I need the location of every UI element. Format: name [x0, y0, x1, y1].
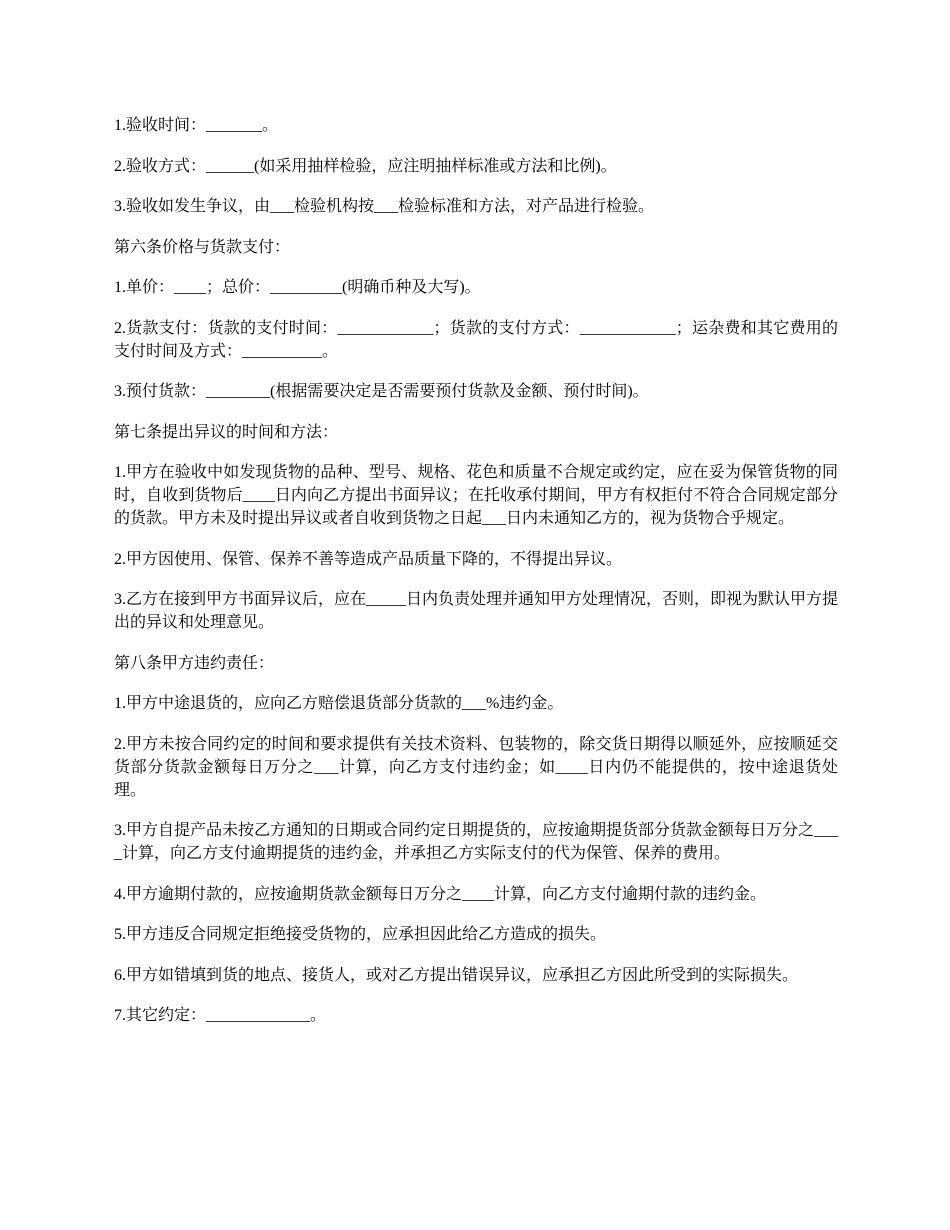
liability-refusal-clause: 5.甲方违反合同规定拒绝接受货物的，应承担因此给乙方造成的损失。	[114, 926, 607, 943]
payment-clause: 2.货款支付：货款的支付时间：____________；货款的支付方式：____________；运杂费和其它费用的支付时间及方式：__________。	[114, 319, 838, 360]
prepayment-clause: 3.预付货款：________(根据需要决定是否需要预付货款及金额、预付时间)。	[114, 383, 649, 400]
liability-pickup-clause: 3.甲方自提产品未按乙方通知的日期或合同约定日期提货的，应按逾期提货部分货款金额每日万分之____计算，向乙方支付逾期提货的违约金，并承担乙方实际支付的代为保管、保养的费用。	[114, 822, 839, 862]
liability-materials-clause: 2.甲方未按合同约定的时间和要求提供有关技术资料、包装物的，除交货日期得以顺延外，应按顺延交货部分货款金额每日万分之___计算，向乙方支付违约金；如____日内仍不能提供的，按中途退货处理。	[114, 735, 838, 799]
unit-price-clause: 1.单价：____；总价：_________(明确币种及大写)。	[114, 279, 481, 296]
objection-handling-clause: 3.乙方在接到甲方书面异议后，应在_____日内负责处理并通知甲方处理情况，否则，即视为默认甲方提出的异议和处理意见。	[114, 591, 839, 631]
document-body	[114, 114, 838, 1045]
article-6-heading: 第六条价格与货款支付：	[114, 238, 291, 256]
liability-late-payment-clause: 4.甲方逾期付款的，应按逾期货款金额每日万分之____计算，向乙方支付逾期付款的违约金。	[114, 885, 767, 903]
other-terms-clause: 7.其它约定：_____________。	[114, 1007, 327, 1024]
acceptance-method-clause: 2.验收方式：______(如采用抽样检验，应注明抽样标准或方法和比例)。	[114, 157, 617, 175]
article-7-heading: 第七条提出异议的时间和方法：	[114, 423, 339, 441]
acceptance-time-clause: 1.验收时间：_______。	[114, 117, 279, 134]
liability-return-clause: 1.甲方中途退货的，应向乙方赔偿退货部分货款的___%违约金。	[114, 695, 564, 712]
acceptance-dispute-clause: 3.验收如发生争议，由___检验机构按___检验标准和方法，对产品进行检验。	[114, 198, 655, 215]
liability-error-clause: 6.甲方如错填到货的地点、接货人，或对乙方提出错误异议，应承担乙方因此所受到的实际损失。	[114, 966, 799, 984]
objection-inspection-clause: 1.甲方在验收中如发现货物的品种、型号、规格、花色和质量不合规定或约定，应在妥为保管货物的同时，自收到货物后____日内向乙方提出书面异议；在托收承付期间，甲方有权拒付不符合合同规定部分的货款。甲方未及时提出异议或者自收到货物之日起___日内未通知乙方的，视为货物合乎规定。	[114, 464, 838, 527]
article-8-heading: 第八条甲方违约责任：	[114, 654, 275, 672]
objection-misuse-clause: 2.甲方因使用、保管、保养不善等造成产品质量下降的，不得提出异议。	[114, 550, 623, 568]
